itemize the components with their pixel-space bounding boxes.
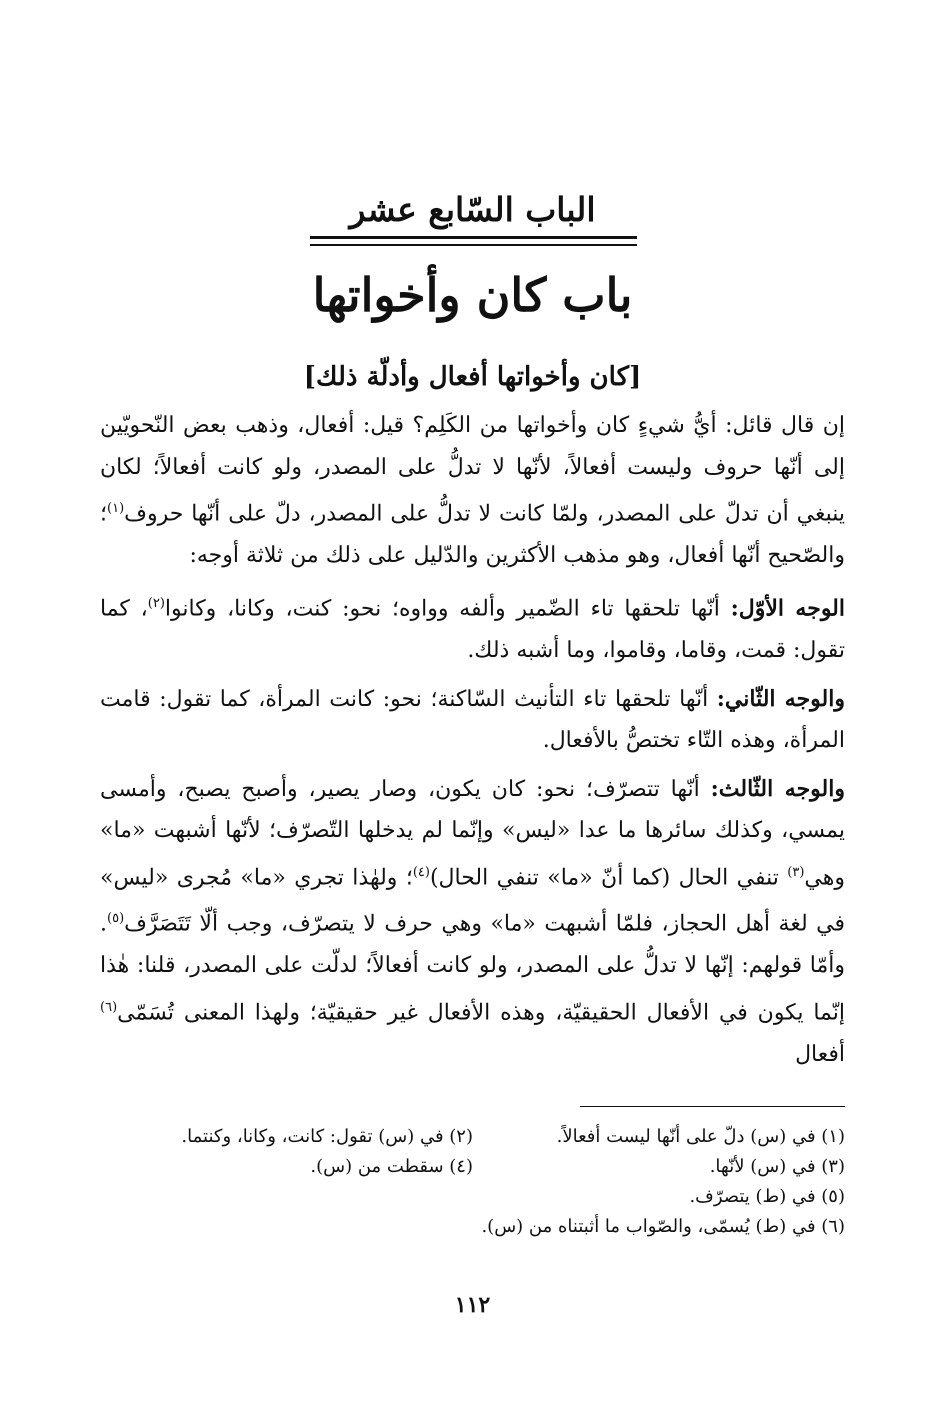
point-heading: الوجه الأوّل: xyxy=(730,595,845,622)
point-heading: والوجه الثّالث: xyxy=(710,775,845,802)
body-text xyxy=(100,405,845,1082)
footnote-6: (٦) في (ط) يُسمّى، والصّواب ما أثبتناه من (س). xyxy=(481,1216,845,1237)
paragraph-1: إن قال قائل: أيُّ شيءٍ كان وأخواتها من الكَلِم؟ قيل: أفعال، وذهب بعض النّحويّين إلى أنّها حروف وليست أفعالاً، لأنّها لا تدلُّ على المصدر، ولو كانت أفعالاً؛ لكان ينبغي أن تدلّ على المصدر، ولمّا كانت لا تدلُّ على المصدر، دلّ على أنّها حروف$^{(١)}$؛ والصّحيح أنّها أفعال، وهو مذهب الأكثرين والدّليل على ذلك من ثلاثة أوجه: xyxy=(100,413,845,568)
footnote-ref-6: (٦) xyxy=(100,999,118,1015)
footnotes xyxy=(100,1122,845,1242)
paragraph-3: والوجه الثّاني: أنّها تلحقها تاء التأنيث السّاكنة؛ نحو: كانت المرأة، كما تقول: قامت المرأة، وهذه التّاء تختصُّ بالأفعال. xyxy=(100,685,845,754)
footnote-ref-1: (١) xyxy=(107,501,125,516)
footnote-row xyxy=(100,1212,845,1242)
double-rule-divider xyxy=(310,236,637,246)
page-number: ١١٢ xyxy=(454,1292,491,1318)
paragraph-2: الوجه الأوّل: أنّها تلحقها تاء الضّمير وألفه وواوه؛ نحو: كنت، وكانا، وكانوا$^{(٢)}$، كما تقول: قمت، وقاما، وقاموا، وما أشبه ذلك. xyxy=(100,595,845,664)
footnote-row xyxy=(100,1122,845,1152)
point-heading: والوجه الثّاني: xyxy=(716,685,845,712)
footnote-4: (٤) سقطت من (س). xyxy=(310,1156,473,1177)
footnote-row xyxy=(100,1152,845,1182)
footnote-3: (٣) في (س) لأنّها. xyxy=(709,1156,845,1177)
paragraph-4: والوجه الثّالث: أنّها تتصرّف؛ نحو: كان يكون، وصار يصير، وأصبح يصبح، وأمسى يمسي، وكذلك سائرها ما عدا «ليس» وإنّما لم يدخلها التّصرّف؛ لأنّها أشبهت «ما» وهي$^{(٣)}$ تنفي الحال (كما أنّ «ما» تنفي الحال)$^{(٤)}$؛ ولهٰذا تجري «ما» مُجرى «ليس» في لغة أهل الحجاز، فلمّا أشبهت «ما» وهي حرف لا يتصرّف، وجب ألّا تَتَصَرَّف$^{(٥)}$. وأمّا قولهم: إنّها لا تدلُّ على المصدر، ولو كانت أفعالاً؛ لدلّت على المصدر، قلنا: هٰذا إنّما يكون في الأفعال الحقيقيّة، وهذه الأفعال غير حقيقيّة؛ ولهذا المعنى تُسَمّى$^{(٦)}$ أفعال xyxy=(100,775,845,1067)
footnote-ref-4: (٤) xyxy=(412,864,430,880)
footnote-1: (١) في (س) دلّ على أنّها ليست أفعالاً. xyxy=(556,1126,845,1147)
subheading: [كان وأخواتها أفعال وأدلّة ذلك] xyxy=(303,362,642,392)
section-title: باب كان وأخواتها xyxy=(312,268,633,322)
chapter-title: الباب السّابع عشر xyxy=(349,190,596,229)
footnote-ref-3: (٣) xyxy=(787,864,805,880)
footnote-5: (٥) في (ط) يتصرّف. xyxy=(689,1186,845,1207)
footnote-ref-5: (٥) xyxy=(107,911,125,927)
footnote-separator xyxy=(580,1106,845,1107)
footnote-row xyxy=(100,1182,845,1212)
footnote-ref-2: (٢) xyxy=(147,596,165,612)
footnote-2: (٢) في (س) تقول: كانت، وكانا، وكنتما. xyxy=(181,1126,473,1147)
